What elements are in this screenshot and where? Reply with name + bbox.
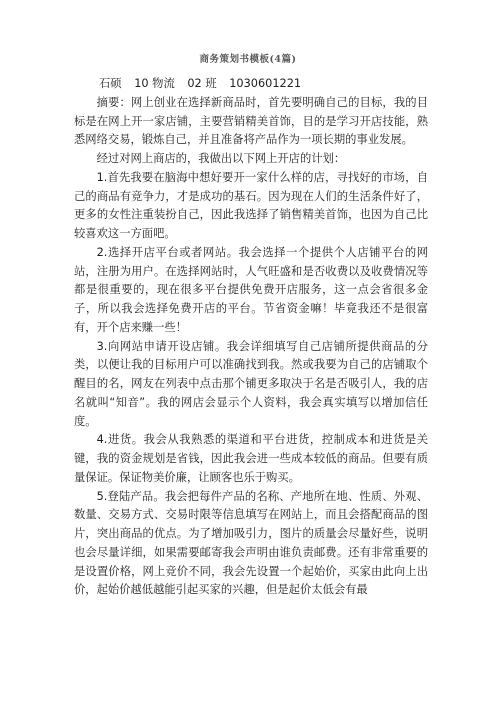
author-student-id: 1030601221 bbox=[229, 77, 302, 90]
paragraph-step-1: 1.首先我要在脑海中想好要开一家什么样的店，寻找好的市场，自己的商品有竞争力，才是成功的基石。因为现在人们的生活条件好了，更多的女性注重装扮自己，因此我选择了销售精美首饰，也因为自己比较喜欢这一方面吧。 bbox=[74, 170, 428, 240]
paragraph-abstract: 摘要：网上创业在选择新商品时，首先要明确自己的目标，我的目标是在网上开一家店铺，主要营销精美首饰，目的是学习开店技能，熟悉网络交易，锻炼自己，并且准备将产品作为一项长期的事业发展。 bbox=[74, 95, 428, 147]
paragraph-intro: 经过对网上商店的，我做出以下网上开店的计划： bbox=[96, 152, 346, 165]
paragraph-step-3: 3.向网站申请开设店铺。我会详细填写自己店铺所提供商品的分类，以便让我的目标用户可以准确找到我。然或我要为自己的店铺取个醒目的名，网友在列表中点击那个铺更多取决于名是否吸引人，我的店名就叫“知音”。我的网店会显示个人资料，我会真实填写以增加信任度。 bbox=[74, 339, 428, 428]
document-body bbox=[74, 75, 428, 600]
document-title: 商务策划书模板(4篇) bbox=[199, 54, 297, 65]
author-class: 02 班 bbox=[187, 77, 217, 90]
author-line bbox=[74, 75, 428, 94]
paragraph-step-5: 5.登陆产品。我会把每件产品的名称、产地所在地、性质、外观、数量、交易方式、交易时限等信息填写在网站上，而且会搭配商品的图片，突出商品的优点。为了增加吸引力，图片的质量会尽量好些，说明也会尽量详细，如果需要邮寄我会声明由谁负责邮费。还有非常重要的是设置价格，网上竞价不同，我会先设置一个起始价，买家由此向上出价，起始价越低越能引起买家的兴趣，但是起价太低会有最 bbox=[74, 489, 428, 597]
author-name: 石硕 bbox=[99, 77, 122, 90]
paragraph-step-2: 2.选择开店平台或者网站。我会选择一个提供个人店铺平台的网站，注册为用户。在选择网站时，人气旺盛和是否收费以及收费情况等都是很重要的，现在很多平台提供免费开店服务，这一点会省很多金子，所以我会选择免费开店的平台。节省资金嘛！毕竟我还不是很富有，开个店来赚一些！ bbox=[74, 245, 428, 334]
author-major: 10 物流 bbox=[134, 77, 175, 90]
paragraph-step-4: 4.进货。我会从我熟悉的渠道和平台进货，控制成本和进货是关键，我的资金规划是省钱，因此我会进一些成本较低的商品。但要有质量保证。保证物美价廉，让顾客也乐于购买。 bbox=[74, 433, 428, 484]
